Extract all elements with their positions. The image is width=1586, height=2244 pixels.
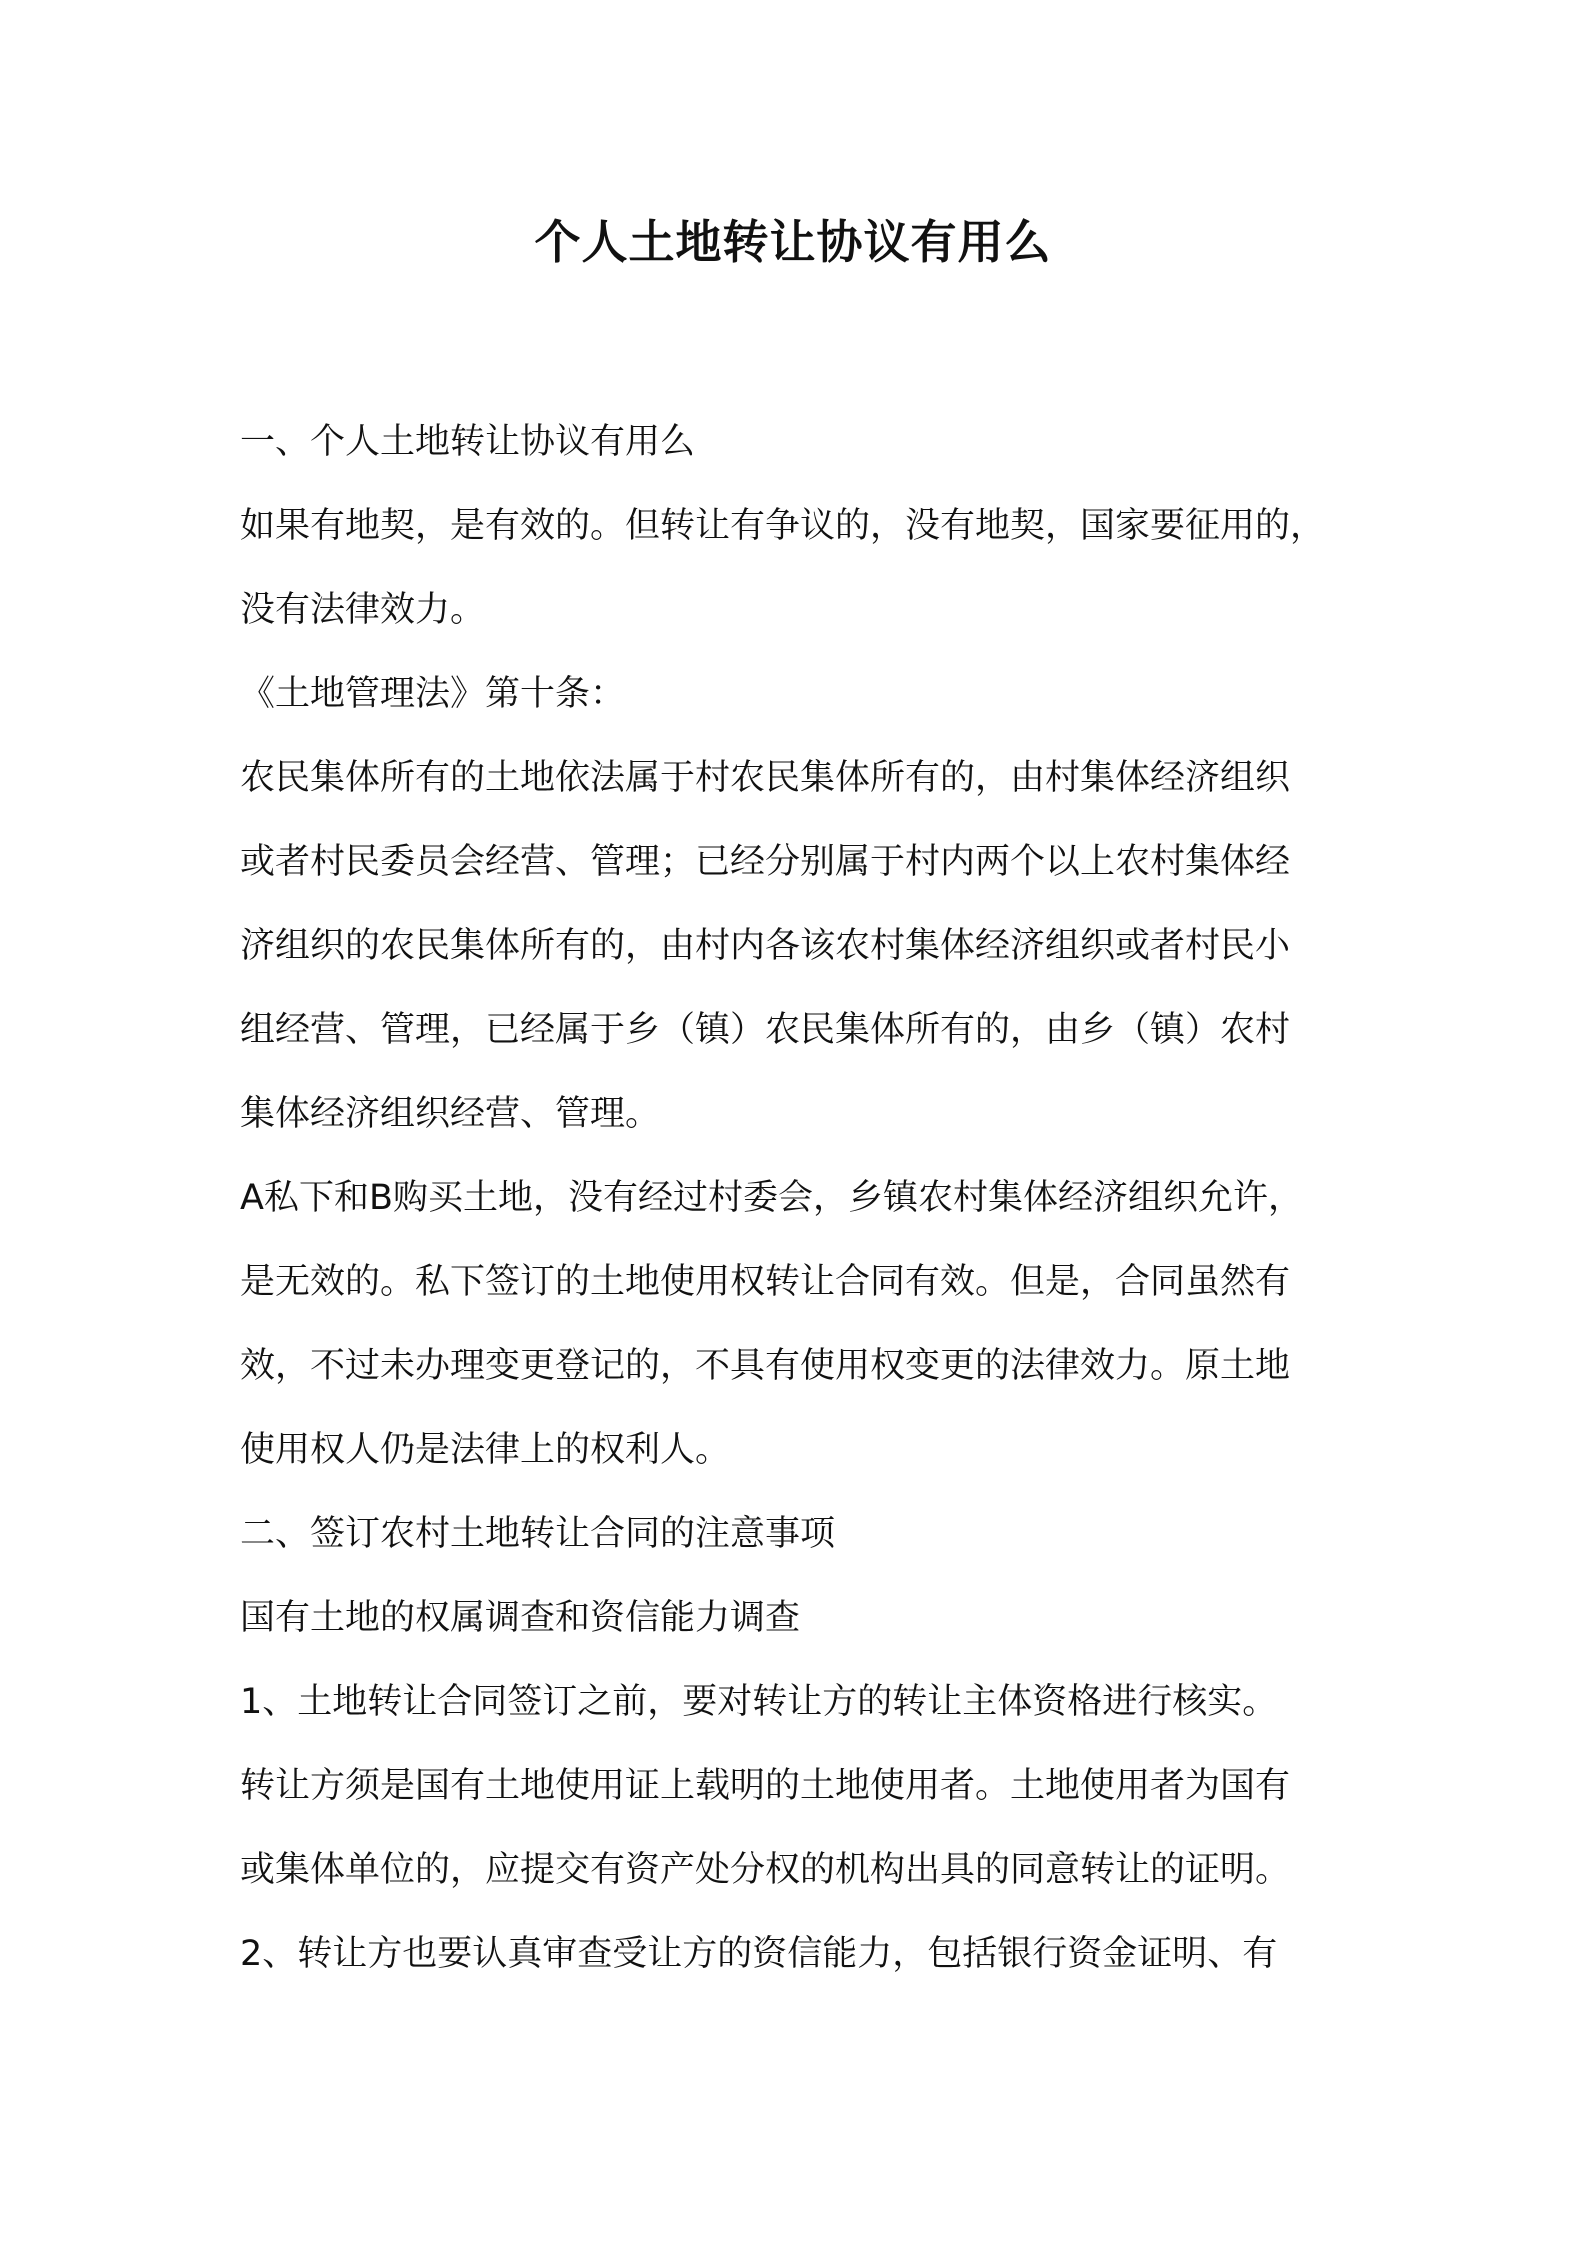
list-item-1: 1、土地转让合同签订之前，要对转让方的转让主体资格进行核实。: [240, 1682, 1278, 1722]
paragraph-line: 效，不过未办理变更登记的，不具有使用权变更的法律效力。原土地: [240, 1346, 1291, 1386]
paragraph-line: 组经营、管理，已经属于乡（镇）农民集体所有的，由乡（镇）农村: [240, 1010, 1291, 1050]
paragraph-line: 集体经济组织经营、管理。: [240, 1094, 661, 1134]
paragraph-line: 或者村民委员会经营、管理；已经分别属于村内两个以上农村集体经: [240, 842, 1291, 882]
document-title: 个人土地转让协议有用么: [534, 215, 1052, 269]
paragraph-line: 使用权人仍是法律上的权利人。: [240, 1430, 731, 1470]
document-body: [240, 400, 1360, 1996]
paragraph-line: 农民集体所有的土地依法属于村农民集体所有的，由村集体经济组织: [240, 758, 1291, 798]
paragraph-line: 转让方须是国有土地使用证上载明的土地使用者。土地使用者为国有: [240, 1766, 1291, 1806]
law-citation: 《土地管理法》第十条：: [240, 674, 626, 714]
heading-section-1: 一、个人土地转让协议有用么: [240, 422, 696, 462]
subheading: 国有土地的权属调查和资信能力调查: [240, 1598, 801, 1638]
heading-section-2: 二、签订农村土地转让合同的注意事项: [240, 1514, 836, 1554]
paragraph-line: A私下和B购买土地，没有经过村委会，乡镇农村集体经济组织允许，: [240, 1178, 1303, 1218]
list-item-2: 2、转让方也要认真审查受让方的资信能力，包括银行资金证明、有: [240, 1934, 1278, 1974]
paragraph-line: 没有法律效力。: [240, 590, 486, 630]
paragraph-line: 如果有地契，是有效的。但转让有争议的，没有地契，国家要征用的，: [240, 506, 1326, 546]
paragraph-line: 济组织的农民集体所有的，由村内各该农村集体经济组织或者村民小: [240, 926, 1291, 966]
paragraph-line: 是无效的。私下签订的土地使用权转让合同有效。但是，合同虽然有: [240, 1262, 1291, 1302]
paragraph-line: 或集体单位的，应提交有资产处分权的机构出具的同意转让的证明。: [240, 1850, 1291, 1890]
